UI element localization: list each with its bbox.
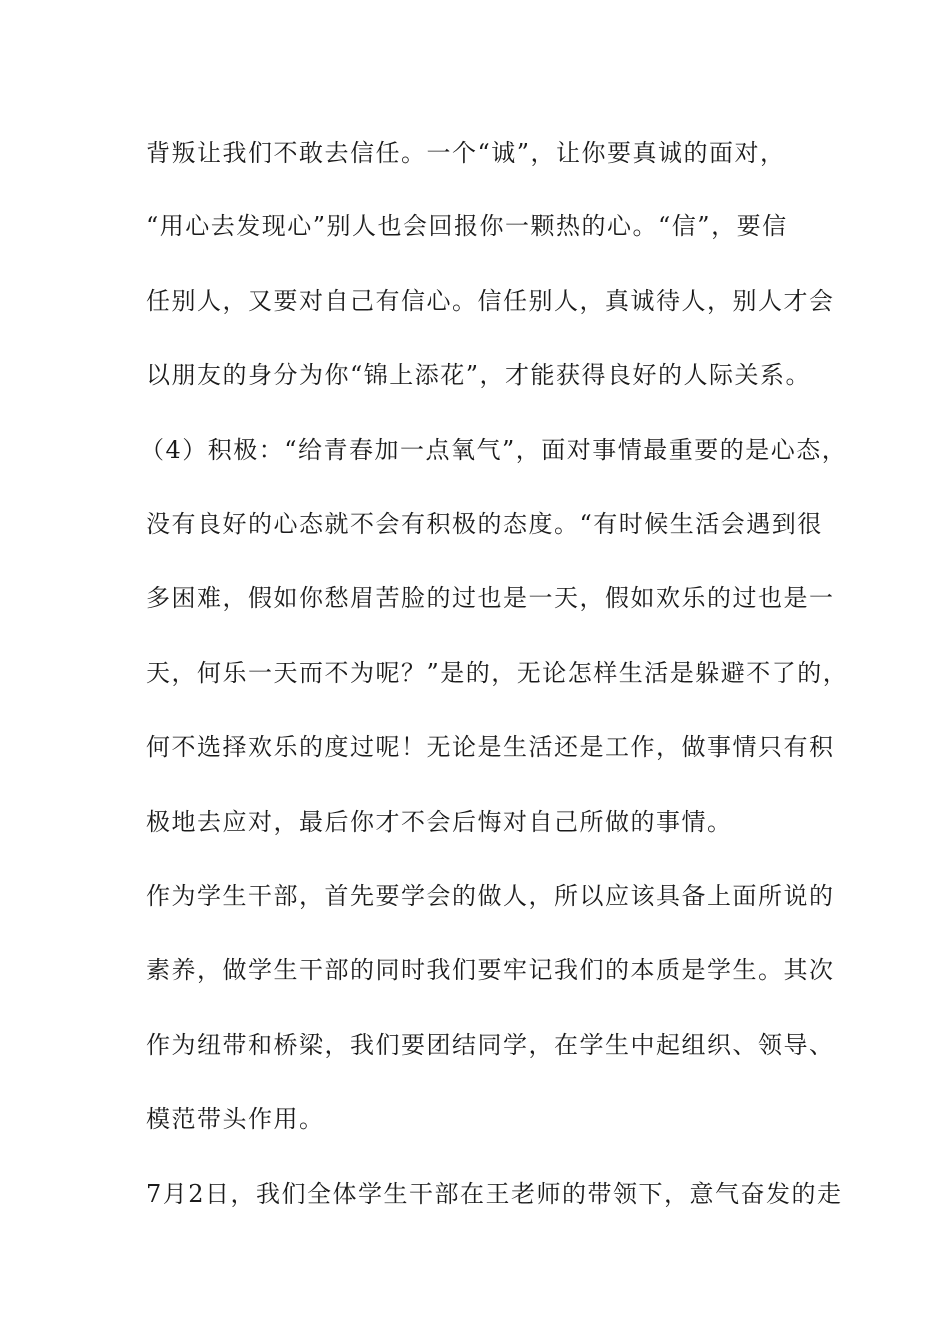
text-line: 没有良好的心态就不会有积极的态度。“有时候生活会遇到很 (146, 510, 823, 538)
text-line: 何不选择欢乐的度过呢！无论是生活还是工作，做事情只有积 (146, 733, 835, 761)
text-line: 天，何乐一天而不为呢？”是的，无论怎样生活是躲避不了的， (146, 659, 849, 687)
text-line: 作为学生干部，首先要学会的做人，所以应该具备上面所说的 (146, 882, 835, 910)
text-line: 背叛让我们不敢去信任。一个“诚”，让你要真诚的面对， (146, 139, 786, 167)
text-line: 多困难，假如你愁眉苦脸的过也是一天，假如欢乐的过也是一 (146, 584, 835, 612)
text-line: 极地去应对，最后你才不会后悔对自己所做的事情。 (146, 808, 733, 836)
text-line: （4）积极：“给青春加一点氧气”，面对事情最重要的是心态， (140, 436, 848, 464)
text-line: 7月2日，我们全体学生干部在王老师的带领下，意气奋发的走 (146, 1180, 843, 1208)
text-line: 作为纽带和桥梁，我们要团结同学，在学生中起组织、领导、 (146, 1031, 835, 1059)
text-line: 素养，做学生干部的同时我们要牢记我们的本质是学生。其次 (146, 956, 835, 984)
text-line: 以朋友的身分为你“锦上添花”，才能获得良好的人际关系。 (146, 361, 812, 389)
text-line: 任别人，又要对自己有信心。信任别人，真诚待人，别人才会 (146, 287, 835, 315)
text-line: “用心去发现心”别人也会回报你一颗热的心。“信”，要信 (146, 212, 788, 240)
text-line: 模范带头作用。 (146, 1105, 325, 1133)
